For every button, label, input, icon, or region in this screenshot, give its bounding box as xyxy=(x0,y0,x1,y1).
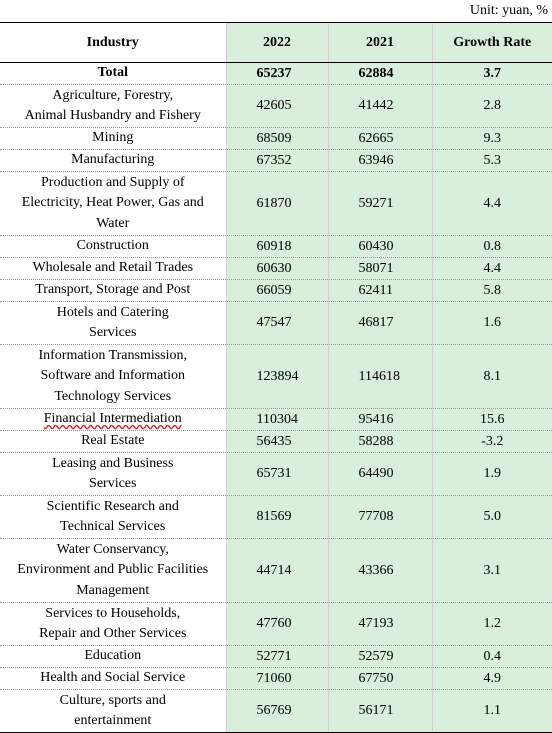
industry-cell xyxy=(0,496,226,539)
industry-label-line: Mining xyxy=(92,130,134,146)
industry-cell xyxy=(0,150,226,172)
value-2021-cell: 56171 xyxy=(328,690,432,733)
growth-rate-cell: 1.1 xyxy=(432,690,552,733)
growth-rate-cell: 1.9 xyxy=(432,453,552,496)
table-row xyxy=(0,646,552,668)
growth-rate-cell: 9.3 xyxy=(432,128,552,150)
industry-cell xyxy=(0,453,226,496)
value-2021-cell: 52579 xyxy=(328,646,432,668)
value-2022-cell: 65237 xyxy=(226,63,328,85)
value-2022-cell: 56435 xyxy=(226,431,328,453)
industry-cell xyxy=(0,603,226,646)
growth-rate-cell: 4.4 xyxy=(432,258,552,280)
value-2022-cell: 60918 xyxy=(226,236,328,258)
growth-rate-cell: 3.7 xyxy=(432,63,552,85)
value-2022-cell: 67352 xyxy=(226,150,328,172)
industry-label-line: Total xyxy=(97,65,129,81)
value-2021-cell: 60430 xyxy=(328,236,432,258)
value-2021-cell: 46817 xyxy=(328,302,432,345)
industry-cell xyxy=(0,409,226,431)
industry-label-line: Wholesale and Retail Trades xyxy=(32,260,194,276)
industry-cell xyxy=(0,236,226,258)
industry-label-line: Hotels and Catering xyxy=(56,304,169,320)
industry-cell xyxy=(0,63,226,85)
growth-rate-cell: 5.0 xyxy=(432,496,552,539)
industry-label-line: Environment and Public Facilities xyxy=(17,562,209,578)
wage-table xyxy=(0,22,552,733)
growth-rate-cell: 15.6 xyxy=(432,409,552,431)
growth-rate-cell: 0.8 xyxy=(432,236,552,258)
value-2021-cell: 77708 xyxy=(328,496,432,539)
value-2022-cell: 65731 xyxy=(226,453,328,496)
unit-note: Unit: yuan, % xyxy=(469,3,548,18)
table-row xyxy=(0,258,552,280)
table-row xyxy=(0,150,552,172)
value-2022-cell: 123894 xyxy=(226,345,328,409)
industry-label-line: Culture, sports and xyxy=(59,692,166,708)
value-2021-cell: 59271 xyxy=(328,172,432,236)
industry-label-line: Transport, Storage and Post xyxy=(35,282,191,298)
header-row xyxy=(0,23,552,63)
industry-label-line: Services xyxy=(89,325,137,340)
industry-label-line: Production and Supply of xyxy=(41,174,185,190)
value-2022-cell: 42605 xyxy=(226,85,328,128)
industry-label-line: Technical Services xyxy=(60,519,166,534)
industry-label-line: Information Transmission, xyxy=(38,347,188,363)
table-row xyxy=(0,128,552,150)
table-row xyxy=(0,409,552,431)
value-2022-cell: 47547 xyxy=(226,302,328,345)
industry-label-line: Repair and Other Services xyxy=(39,626,187,641)
value-2021-cell: 58288 xyxy=(328,431,432,453)
growth-rate-cell: 5.8 xyxy=(432,280,552,302)
header-growth-rate: Growth Rate xyxy=(432,23,552,63)
table-row xyxy=(0,236,552,258)
industry-label-line: Agriculture, Forestry, xyxy=(52,87,174,103)
value-2022-cell: 71060 xyxy=(226,668,328,690)
value-2021-cell: 58071 xyxy=(328,258,432,280)
industry-cell xyxy=(0,539,226,603)
industry-cell xyxy=(0,345,226,409)
industry-label-line: Water Conservancy, xyxy=(56,541,169,557)
header-industry: Industry xyxy=(0,23,226,63)
industry-label-line: Services to Households, xyxy=(45,605,181,621)
industry-cell xyxy=(0,280,226,302)
industry-label-line: Technology Services xyxy=(54,388,172,404)
value-2022-cell: 110304 xyxy=(226,409,328,431)
industry-label-line: Electricity, Heat Power, Gas and xyxy=(21,195,204,211)
industry-cell xyxy=(0,668,226,690)
industry-cell xyxy=(0,646,226,668)
industry-cell xyxy=(0,85,226,128)
table-row xyxy=(0,690,552,733)
growth-rate-cell: 1.2 xyxy=(432,603,552,646)
table-row xyxy=(0,345,552,409)
value-2022-cell: 47760 xyxy=(226,603,328,646)
industry-label-line: Construction xyxy=(76,238,149,254)
value-2022-cell: 61870 xyxy=(226,172,328,236)
growth-rate-cell: 4.9 xyxy=(432,668,552,690)
growth-rate-cell: -3.2 xyxy=(432,431,552,453)
industry-cell xyxy=(0,431,226,453)
industry-cell xyxy=(0,302,226,345)
header-2021: 2021 xyxy=(328,23,432,63)
value-2021-cell: 64490 xyxy=(328,453,432,496)
growth-rate-cell: 8.1 xyxy=(432,345,552,409)
industry-label-line: Leasing and Business xyxy=(52,455,174,471)
industry-cell xyxy=(0,172,226,236)
table-row xyxy=(0,431,552,453)
value-2022-cell: 60630 xyxy=(226,258,328,280)
table-row xyxy=(0,280,552,302)
industry-label-line: Water xyxy=(96,215,130,231)
growth-rate-cell: 3.1 xyxy=(432,539,552,603)
table-row xyxy=(0,453,552,496)
value-2021-cell: 47193 xyxy=(328,603,432,646)
industry-cell xyxy=(0,258,226,280)
value-2021-cell: 41442 xyxy=(328,85,432,128)
industry-cell xyxy=(0,690,226,733)
industry-label-line: Education xyxy=(84,648,142,664)
value-2022-cell: 44714 xyxy=(226,539,328,603)
total-row xyxy=(0,63,552,85)
table-row xyxy=(0,668,552,690)
value-2021-cell: 114618 xyxy=(328,345,432,409)
industry-label-line: Real Estate xyxy=(81,433,145,449)
value-2021-cell: 43366 xyxy=(328,539,432,603)
value-2022-cell: 81569 xyxy=(226,496,328,539)
table-row xyxy=(0,496,552,539)
growth-rate-cell: 1.6 xyxy=(432,302,552,345)
industry-cell xyxy=(0,128,226,150)
industry-label-line: Manufacturing xyxy=(71,152,155,168)
value-2022-cell: 68509 xyxy=(226,128,328,150)
industry-label-line: Health and Social Service xyxy=(40,670,186,686)
industry-label-line: Software and Information xyxy=(40,368,186,384)
value-2022-cell: 56769 xyxy=(226,690,328,733)
industry-label-line: Financial Intermediation xyxy=(43,411,182,427)
growth-rate-cell: 5.3 xyxy=(432,150,552,172)
value-2021-cell: 62884 xyxy=(328,63,432,85)
industry-label-line: Animal Husbandry and Fishery xyxy=(24,108,201,123)
industry-label-line: Scientific Research and xyxy=(46,498,179,514)
value-2022-cell: 66059 xyxy=(226,280,328,302)
value-2021-cell: 62411 xyxy=(328,280,432,302)
table-row xyxy=(0,172,552,236)
industry-label-line: Management xyxy=(76,582,150,598)
industry-label-line: entertainment xyxy=(74,713,152,728)
growth-rate-cell: 4.4 xyxy=(432,172,552,236)
table-row xyxy=(0,85,552,128)
value-2022-cell: 52771 xyxy=(226,646,328,668)
growth-rate-cell: 2.8 xyxy=(432,85,552,128)
table-row xyxy=(0,539,552,603)
value-2021-cell: 62665 xyxy=(328,128,432,150)
value-2021-cell: 95416 xyxy=(328,409,432,431)
value-2021-cell: 67750 xyxy=(328,668,432,690)
industry-label-line: Services xyxy=(89,476,137,491)
table-row xyxy=(0,302,552,345)
header-2022: 2022 xyxy=(226,23,328,63)
growth-rate-cell: 0.4 xyxy=(432,646,552,668)
table-body xyxy=(0,63,552,733)
value-2021-cell: 63946 xyxy=(328,150,432,172)
table-row xyxy=(0,603,552,646)
